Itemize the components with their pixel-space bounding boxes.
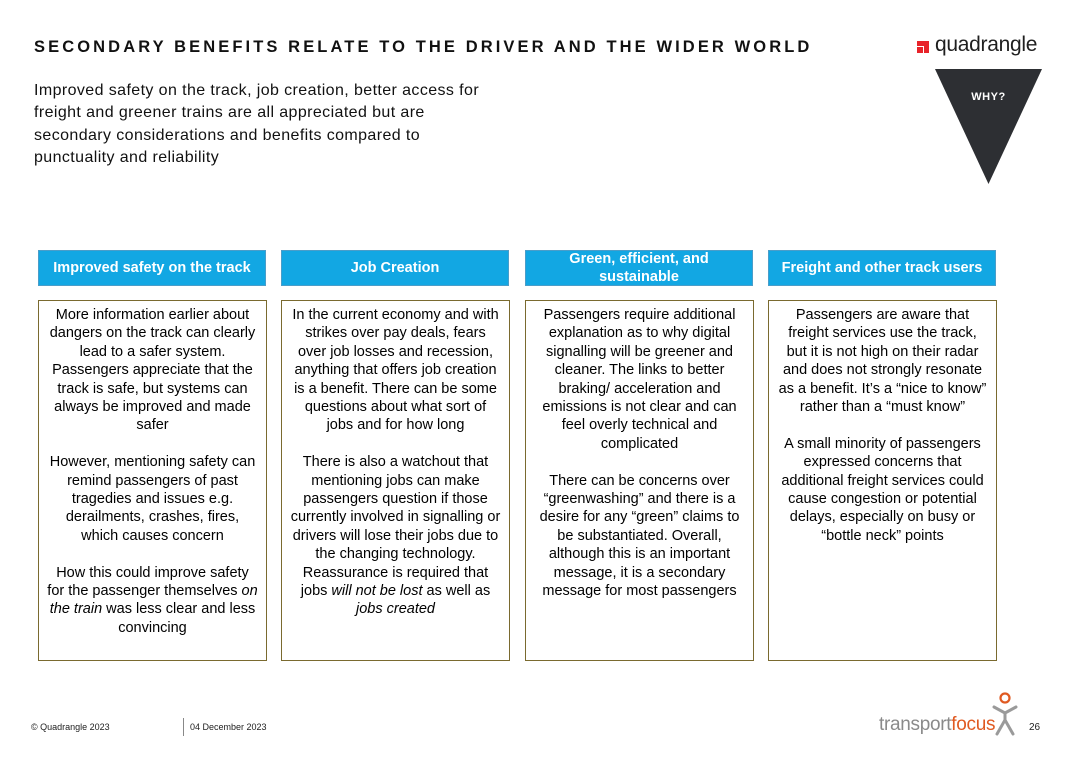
column-paragraph	[47, 453, 258, 545]
column-header-safety: Improved safety on the track	[38, 250, 266, 286]
body-text: However, mentioning safety can remind passengers of past tragedies and issues e.g. derailments, crashes, fires, which causes concern	[49, 454, 256, 544]
column-paragraph	[290, 453, 501, 619]
quadrangle-logo	[917, 33, 1037, 57]
footer-date: 04 December 2023	[190, 722, 267, 732]
body-text: There is also a watchout that mentioning jobs can make passengers question if those currently involved in signalling or drivers will lose their jobs due to the changing technology. Reassurance is required that jobs	[290, 454, 501, 600]
body-text: Passengers require additional explanation as to why digital signalling will be greener and cleaner. The links to better braking/ acceleration and emissions is not clear and can feel overly technical and complicated	[542, 307, 737, 452]
column-header-jobs: Job Creation	[281, 250, 509, 286]
emphasis-text: on the train	[49, 583, 258, 618]
column-header-green: Green, efficient, and sustainable	[525, 250, 753, 286]
page-subtitle: Improved safety on the track, job creation, better access for freight and greener trains are all appreciated but are secondary considerations and benefits compared to punctuality and reliability	[34, 82, 480, 166]
transport-focus-figure-icon	[991, 692, 1019, 736]
column-paragraph	[532, 472, 747, 601]
page-title: SECONDARY BENEFITS RELATE TO THE DRIVER AND THE WIDER WORLD	[34, 38, 813, 56]
body-text: A small minority of passengers expressed concerns that additional freight services could cause congestion or potential delays, especially on busy or “bottle neck” points	[781, 435, 984, 544]
triangle-icon	[935, 69, 1042, 184]
column-body-jobs	[281, 300, 510, 661]
column-body-safety	[38, 300, 267, 661]
body-text: There can be concerns over “greenwashing” and there is a desire for any “green” claims to be substantiated. Overall, although this is an important message, it is a secondary message for most passengers	[539, 472, 740, 600]
quadrangle-logo-icon	[917, 40, 929, 52]
quadrangle-logo-text: quadrangle	[935, 33, 1038, 56]
body-text: as well as	[422, 583, 491, 600]
column-body-freight	[768, 300, 997, 661]
emphasis-text: will not be lost	[331, 583, 423, 600]
why-badge-label: WHY?	[971, 91, 1006, 103]
page-number: 26	[1029, 722, 1041, 733]
column-header-freight: Freight and other track users	[768, 250, 996, 286]
why-badge	[935, 69, 1042, 184]
footer-divider	[183, 718, 184, 736]
body-text: was less clear and less convincing	[102, 601, 256, 636]
column-paragraph	[532, 306, 747, 453]
column-paragraph	[47, 564, 258, 638]
transport-focus-logo-part1: transport	[879, 714, 952, 735]
column-paragraph	[290, 306, 501, 435]
body-text: More information earlier about dangers on the track can clearly lead to a safer system. Passengers appreciate that the track is safe, but systems can always be improved and made safer	[49, 307, 256, 434]
transport-focus-logo	[879, 692, 1021, 738]
column-paragraph	[777, 306, 988, 416]
body-text: Passengers are aware that freight services use the track, but it is not high on their radar and does not strongly resonate as a benefit. It’s a “nice to know” rather than a “must know”	[778, 307, 987, 416]
body-text: In the current economy and with strikes over pay deals, fears over job losses and recession, anything that offers job creation is a benefit. There can be some questions about what sort of jobs and for how long	[292, 307, 499, 434]
transport-focus-logo-part2: focus	[951, 714, 996, 735]
footer-copyright: © Quadrangle 2023	[31, 722, 110, 732]
column-body-green	[525, 300, 754, 661]
emphasis-text: jobs created	[356, 601, 435, 618]
body-text: How this could improve safety for the passenger themselves	[47, 564, 249, 600]
column-paragraph	[47, 306, 258, 435]
column-paragraph	[777, 435, 988, 545]
